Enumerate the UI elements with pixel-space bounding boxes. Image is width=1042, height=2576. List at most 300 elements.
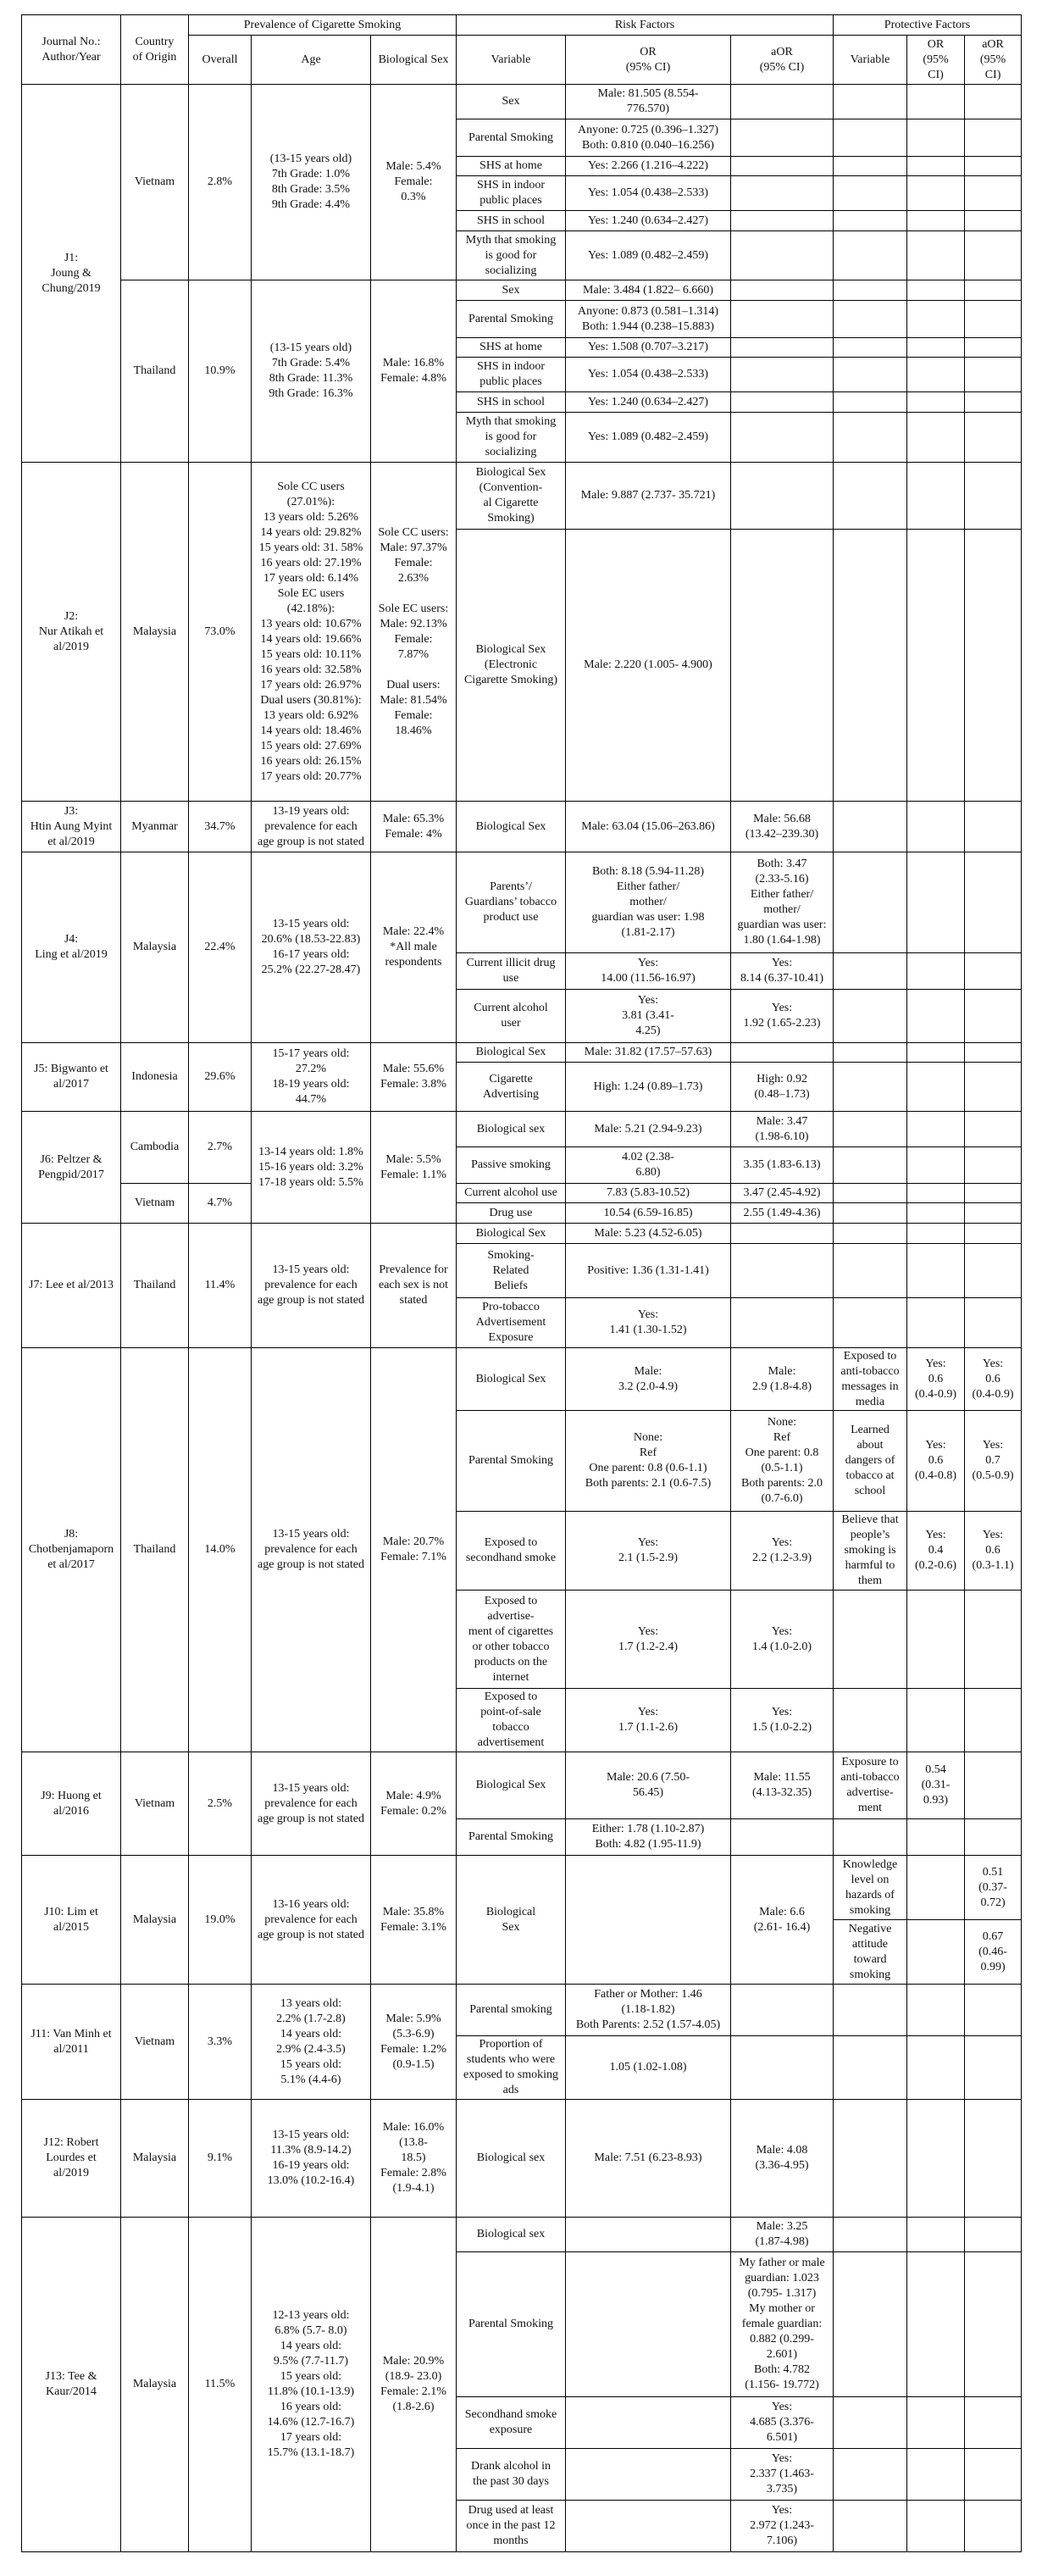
protective-or bbox=[907, 231, 965, 280]
risk-aor bbox=[731, 1856, 834, 1985]
prevalence-overall bbox=[189, 1184, 252, 1224]
risk-or bbox=[566, 802, 731, 852]
cell-line: SHS in indoor bbox=[476, 179, 546, 192]
header-line: CI) bbox=[984, 68, 1001, 81]
protective-aor bbox=[965, 1752, 1022, 1819]
cell-line: 0.6 bbox=[985, 1372, 1000, 1385]
risk-variable bbox=[457, 1819, 566, 1856]
cell-line: 0.54 bbox=[925, 1763, 946, 1776]
cell-line: Parental Smoking bbox=[468, 130, 553, 144]
protective-or bbox=[907, 1920, 965, 1985]
cell-line: Male: 3.484 (1.822– 6.660) bbox=[583, 283, 713, 297]
cell-line: Chung/2019 bbox=[42, 281, 101, 295]
line-group bbox=[373, 678, 454, 739]
table-row bbox=[22, 1985, 1022, 2036]
protective-or bbox=[907, 338, 965, 358]
cell-line: 13-14 years old: 1.8% bbox=[258, 1145, 363, 1158]
cell-line: Yes: 1.054 (0.438–2.533) bbox=[587, 368, 709, 380]
cell-line: Ref bbox=[639, 1446, 657, 1459]
risk-variable bbox=[457, 852, 566, 953]
risk-variable bbox=[457, 2449, 566, 2501]
protective-variable bbox=[834, 1752, 907, 1819]
protective-or bbox=[907, 1985, 965, 2036]
risk-variable bbox=[457, 1043, 566, 1063]
protective-or bbox=[907, 176, 965, 211]
cell-line: 2.63% bbox=[397, 571, 430, 585]
risk-aor bbox=[731, 2100, 834, 2218]
cell-line: 2.601) bbox=[766, 2348, 798, 2361]
protective-variable bbox=[834, 1147, 907, 1184]
cell-line: Current illicit drug bbox=[466, 957, 556, 969]
cell-line: students who were bbox=[466, 2053, 556, 2066]
risk-or bbox=[566, 1224, 731, 1244]
cell-line: 16-19 years old: bbox=[272, 2159, 350, 2172]
risk-aor bbox=[731, 211, 834, 231]
risk-or bbox=[566, 301, 731, 338]
cell-line: smoking bbox=[849, 1968, 891, 1981]
table-row bbox=[22, 1184, 1022, 1203]
cell-line: 1.7 (1.1-2.6) bbox=[618, 1721, 678, 1734]
journal-author-year bbox=[22, 1348, 121, 1752]
cell-line: al/2017 bbox=[53, 1078, 89, 1091]
risk-aor bbox=[731, 2397, 834, 2449]
cell-line: 7th Grade: 1.0% bbox=[271, 168, 351, 180]
risk-or bbox=[566, 1244, 731, 1298]
risk-aor bbox=[731, 358, 834, 392]
cell-line: Male: 5.21 (2.94-9.23) bbox=[594, 1122, 702, 1135]
cell-line: Parental Smoking bbox=[468, 312, 553, 325]
prevalence-overall bbox=[189, 1348, 252, 1752]
cell-line: Parental Smoking bbox=[468, 1454, 553, 1467]
table-row bbox=[22, 852, 1022, 953]
header-line: Variable bbox=[491, 53, 531, 66]
cell-line: Pro-tobacco bbox=[482, 1301, 540, 1313]
cell-line: Current alcohol bbox=[474, 1002, 548, 1014]
cell-line: Yes: bbox=[637, 1308, 659, 1321]
cell-line: ment bbox=[858, 1802, 883, 1814]
risk-or bbox=[566, 1819, 731, 1856]
protective-variable bbox=[834, 1920, 907, 1985]
cell-line: Drank alcohol in bbox=[470, 2460, 551, 2473]
cell-line: 0.6 bbox=[928, 1372, 944, 1385]
cell-line: 0.51 bbox=[982, 1865, 1004, 1879]
cell-line: J9: Huong et bbox=[41, 1789, 102, 1802]
protective-aor bbox=[965, 2397, 1022, 2449]
header-line: CI) bbox=[928, 68, 944, 81]
cell-line: Biological Sex bbox=[475, 819, 546, 833]
cell-line: Positive: 1.36 (1.31-1.41) bbox=[587, 1263, 709, 1277]
risk-aor bbox=[731, 2252, 834, 2397]
header-line: Biological Sex bbox=[378, 53, 449, 66]
risk-variable bbox=[457, 119, 566, 157]
cell-line: Malaysia bbox=[132, 625, 177, 638]
protective-aor bbox=[965, 1224, 1022, 1244]
cell-line: 1.92 (1.65-2.23) bbox=[743, 1017, 821, 1030]
cell-line: (13.42–239.30) bbox=[745, 827, 819, 841]
cell-line: is good for bbox=[485, 430, 537, 443]
cell-line: 11.5% bbox=[204, 2378, 236, 2390]
cell-line: Both: 4.782 bbox=[753, 2363, 811, 2376]
protective-or bbox=[907, 1244, 965, 1298]
header-line: of Origin bbox=[132, 50, 177, 64]
risk-aor bbox=[731, 1591, 834, 1689]
cell-line: school bbox=[854, 1485, 886, 1497]
protective-aor bbox=[965, 231, 1022, 280]
cell-line: Learned bbox=[851, 1424, 890, 1436]
cell-line: Female: 4.8% bbox=[380, 372, 446, 385]
risk-aor bbox=[731, 852, 834, 953]
protective-or bbox=[907, 1203, 965, 1224]
cell-line: 10.9% bbox=[204, 364, 236, 377]
cell-line: 13 years old: 5.26% bbox=[263, 510, 358, 524]
cell-line: (0.5-0.9) bbox=[972, 1469, 1014, 1482]
protective-aor bbox=[965, 1112, 1022, 1147]
risk-aor bbox=[731, 953, 834, 990]
cell-line: Yes: 1.054 (0.438–2.533) bbox=[587, 186, 709, 199]
prevalence-biological-sex bbox=[371, 1043, 457, 1112]
cell-line: internet bbox=[492, 1670, 529, 1684]
cell-line: 15 years old: bbox=[280, 2370, 342, 2383]
cell-line: 16 years old: 32.58% bbox=[260, 663, 362, 676]
cell-line: Malaysia bbox=[132, 2378, 177, 2390]
cell-line: Passive smoking bbox=[471, 1158, 551, 1171]
cell-line: 27.2% bbox=[295, 1063, 327, 1075]
cell-line: (0.5-1.1) bbox=[761, 1462, 803, 1474]
cell-line: 7.106) bbox=[766, 2534, 798, 2547]
risk-or bbox=[566, 1411, 731, 1512]
cell-line: Female: 2.8% bbox=[380, 2167, 446, 2179]
cell-line: the past 30 days bbox=[473, 2475, 549, 2488]
cell-line: exposed to smoking bbox=[463, 2068, 558, 2081]
risk-variable bbox=[457, 990, 566, 1043]
cell-line: Male: 5.5% bbox=[385, 1152, 441, 1166]
cell-line: 0.7 bbox=[985, 1454, 1000, 1467]
risk-aor bbox=[731, 802, 834, 852]
cell-line: female guardian: bbox=[741, 2318, 823, 2330]
cell-line: prevalence for each bbox=[264, 1279, 357, 1291]
header-risk-aor bbox=[731, 36, 834, 85]
risk-aor bbox=[731, 2036, 834, 2100]
risk-variable bbox=[457, 280, 566, 301]
protective-or bbox=[907, 2397, 965, 2449]
cell-line: (1.8-2.6) bbox=[392, 2401, 435, 2413]
cell-line: Male: 97.37% bbox=[380, 541, 447, 554]
cell-line: 22.4% bbox=[204, 941, 236, 953]
cell-line: Dual users (30.81%): bbox=[260, 693, 362, 707]
cell-line: 20.6% (18.53-22.83) bbox=[261, 933, 361, 946]
cell-line: Male: bbox=[768, 1364, 796, 1378]
journal-author-year bbox=[22, 1043, 121, 1112]
cell-line: public places bbox=[479, 194, 542, 207]
cell-line: Parental smoking bbox=[469, 2003, 552, 2016]
cell-line: Vietnam bbox=[134, 1196, 175, 1209]
cell-line: respondents bbox=[385, 956, 442, 969]
risk-aor bbox=[731, 1147, 834, 1184]
cell-line: anti-tobacco bbox=[840, 1771, 900, 1784]
cell-line: Myth that smoking bbox=[465, 415, 557, 428]
cell-line: 1.41 (1.30-1.52) bbox=[609, 1324, 687, 1336]
protective-or bbox=[907, 852, 965, 953]
cell-line: Both parents: 2.0 bbox=[740, 1477, 823, 1490]
risk-variable bbox=[457, 802, 566, 852]
risk-variable bbox=[457, 413, 566, 463]
cell-line: 4.685 (3.376- bbox=[750, 2416, 814, 2429]
prevalence-age bbox=[252, 1985, 371, 2100]
cell-line: Vietnam bbox=[134, 175, 175, 188]
cell-line: 56.45) bbox=[632, 1786, 664, 1799]
cell-line: Yes: bbox=[771, 1536, 793, 1549]
cell-line: Exposure bbox=[488, 1331, 534, 1344]
cell-line: Believe that bbox=[841, 1513, 899, 1526]
protective-variable bbox=[834, 802, 907, 852]
cell-line: 15 years old: 10.11% bbox=[260, 647, 362, 661]
cell-line: Male: bbox=[634, 1364, 662, 1378]
risk-variable bbox=[457, 1752, 566, 1819]
cell-line: ment of cigarettes bbox=[468, 1624, 554, 1638]
header-line: OR bbox=[927, 37, 945, 51]
cell-line: guardian was user: bbox=[737, 919, 827, 931]
risk-variable bbox=[457, 1411, 566, 1512]
protective-or bbox=[907, 953, 965, 990]
risk-variable bbox=[457, 463, 566, 530]
protective-variable bbox=[834, 1298, 907, 1348]
risk-aor bbox=[731, 392, 834, 413]
cell-line: 14 years old: bbox=[280, 2027, 342, 2040]
risk-or bbox=[566, 2100, 731, 2218]
cell-line: 17 years old: 26.97% bbox=[260, 678, 362, 691]
cell-line: 14 years old: 18.46% bbox=[260, 724, 362, 737]
prevalence-biological-sex bbox=[371, 1985, 457, 2100]
cell-line: 17 years old: 6.14% bbox=[263, 571, 358, 585]
cell-line: 3.47 (2.45-4.92) bbox=[743, 1186, 821, 1199]
cell-line: Biological bbox=[485, 1905, 536, 1918]
header-country-of-origin bbox=[121, 15, 189, 85]
cell-line: J2: bbox=[64, 609, 79, 623]
cell-line: 776.570) bbox=[626, 103, 670, 115]
cell-line: Malaysia bbox=[132, 2151, 177, 2164]
protective-aor bbox=[965, 2218, 1022, 2252]
cell-line: 13-15 years old: bbox=[272, 2129, 350, 2141]
cell-line: 0.882 (0.299- bbox=[750, 2333, 814, 2346]
protective-or bbox=[907, 280, 965, 301]
cell-line: Female: bbox=[394, 708, 433, 722]
cell-line: 15 years old: 27.69% bbox=[260, 739, 362, 752]
cell-line: 0.99) bbox=[980, 1960, 1006, 1974]
risk-variable bbox=[457, 1512, 566, 1591]
cell-line: secondhand smoke bbox=[465, 1552, 557, 1564]
cell-line: al/2016 bbox=[53, 1804, 89, 1818]
table-row bbox=[22, 2100, 1022, 2218]
cell-line: 15 years old: bbox=[280, 2057, 342, 2071]
risk-aor bbox=[731, 176, 834, 211]
prevalence-biological-sex bbox=[371, 1752, 457, 1856]
cell-line: Exposed to bbox=[484, 1690, 538, 1703]
protective-aor bbox=[965, 1985, 1022, 2036]
risk-aor bbox=[731, 1063, 834, 1112]
header-risk-variable bbox=[457, 36, 566, 85]
cell-line: Male: 20.6 (7.50- bbox=[607, 1771, 690, 1784]
cell-line: 17 years old: bbox=[280, 2431, 342, 2444]
cell-line: Female: bbox=[394, 556, 433, 569]
risk-or bbox=[566, 1591, 731, 1689]
cell-line: Joung & bbox=[51, 266, 91, 280]
cell-line: Male: 35.8% bbox=[382, 1905, 445, 1918]
header-line: aOR bbox=[982, 37, 1004, 51]
header-line: (95% CI) bbox=[625, 60, 671, 74]
risk-aor bbox=[731, 990, 834, 1043]
cell-line: 44.7% bbox=[295, 1093, 327, 1106]
cell-line: 12-13 years old: bbox=[272, 2309, 350, 2322]
table-row bbox=[22, 1043, 1022, 1063]
header-journal-author-year bbox=[22, 15, 121, 85]
cell-line: Exposed to bbox=[484, 1594, 538, 1607]
prevalence-age bbox=[252, 852, 371, 1043]
cell-line: (5.3-6.9) bbox=[392, 2027, 435, 2040]
cell-line: Female: 1.1% bbox=[380, 1168, 446, 1181]
risk-variable bbox=[457, 1203, 566, 1224]
table-row bbox=[22, 463, 1022, 530]
country-of-origin bbox=[121, 1043, 189, 1112]
header-line: (95% bbox=[979, 53, 1006, 66]
protective-or bbox=[907, 1063, 965, 1112]
cell-line: Father or Mother: 1.46 bbox=[594, 1988, 702, 2001]
cell-line: age group is not stated bbox=[258, 1558, 364, 1571]
cell-line: 18.46% bbox=[395, 724, 432, 737]
risk-aor bbox=[731, 119, 834, 157]
cell-line: media bbox=[855, 1395, 885, 1408]
protective-aor bbox=[965, 530, 1022, 802]
prevalence-overall bbox=[189, 852, 252, 1043]
protective-or bbox=[907, 1411, 965, 1512]
protective-or bbox=[907, 301, 965, 338]
cell-line: 14.00 (11.56-16.97) bbox=[601, 972, 696, 985]
cell-line: them bbox=[858, 1574, 883, 1587]
cell-line: Both: 1.944 (0.238–15.883) bbox=[582, 319, 714, 333]
cell-line: 10.54 (6.59-16.85) bbox=[603, 1206, 693, 1219]
risk-or bbox=[566, 1184, 731, 1203]
cell-line: 9.5% (7.7-11.7) bbox=[273, 2355, 349, 2368]
protective-variable bbox=[834, 1112, 907, 1147]
cell-line: Male: 11.55 bbox=[753, 1771, 811, 1784]
cell-line: 1.05 (1.02-1.08) bbox=[609, 2061, 687, 2074]
journal-author-year bbox=[22, 1224, 121, 1348]
prevalence-overall bbox=[189, 1985, 252, 2100]
cell-line: Female: 7.1% bbox=[380, 1551, 446, 1563]
protective-aor bbox=[965, 2036, 1022, 2100]
prevalence-overall bbox=[189, 85, 252, 280]
cell-line: 4.02 (2.38- bbox=[622, 1151, 674, 1163]
protective-variable bbox=[834, 176, 907, 211]
cell-line: Male: 22.4% bbox=[382, 925, 445, 938]
protective-or bbox=[907, 1043, 965, 1063]
journal-author-year bbox=[22, 802, 121, 852]
header-line: Overall bbox=[202, 53, 238, 66]
journal-author-year bbox=[22, 1985, 121, 2100]
risk-aor bbox=[731, 1224, 834, 1244]
cell-line: tobacco bbox=[492, 1721, 529, 1734]
protective-aor bbox=[965, 176, 1022, 211]
cell-line: Male: 65.3% bbox=[382, 812, 445, 825]
risk-aor bbox=[731, 2218, 834, 2252]
cell-line: Both: 4.82 (1.95-11.9) bbox=[595, 1838, 701, 1851]
risk-or bbox=[566, 1689, 731, 1752]
cell-line: 14.6% (12.7-16.7) bbox=[267, 2416, 355, 2429]
cell-line: al/2015 bbox=[53, 1920, 89, 1934]
table-row bbox=[22, 1856, 1022, 1920]
cell-line: Male: 55.6% bbox=[382, 1063, 445, 1075]
risk-variable bbox=[457, 211, 566, 231]
cell-line: Advertisement bbox=[475, 1316, 546, 1329]
protective-variable bbox=[834, 413, 907, 463]
risk-aor bbox=[731, 280, 834, 301]
cell-line: 11.3% (8.9-14.2) bbox=[270, 2144, 352, 2157]
protective-variable bbox=[834, 85, 907, 119]
protective-or bbox=[907, 802, 965, 852]
cell-line: Both: 3.47 bbox=[757, 858, 807, 870]
protective-or bbox=[907, 1689, 965, 1752]
cell-line: 7.83 (5.83-10.52) bbox=[607, 1186, 690, 1199]
literature-review-table bbox=[21, 14, 1022, 2552]
cell-line: advertise- bbox=[846, 1786, 894, 1799]
cell-line: SHS in school bbox=[476, 395, 546, 408]
cell-line: 13 years old: 10.67% bbox=[260, 617, 362, 630]
protective-variable bbox=[834, 157, 907, 176]
cell-line: 34.7% bbox=[204, 819, 236, 833]
protective-or bbox=[907, 85, 965, 119]
prevalence-biological-sex bbox=[371, 463, 457, 802]
cell-line: 2.2 (1.2-3.9) bbox=[752, 1552, 812, 1564]
cell-line: months bbox=[493, 2534, 529, 2547]
country-of-origin bbox=[121, 463, 189, 802]
cell-line: (0.2-0.6) bbox=[915, 1559, 957, 1572]
cell-line: Yes: bbox=[771, 2401, 793, 2413]
protective-variable bbox=[834, 338, 907, 358]
cell-line: 17 years old: 20.77% bbox=[260, 769, 362, 783]
protective-or bbox=[907, 1752, 965, 1819]
cell-line: Female: 0.2% bbox=[380, 1804, 446, 1818]
cell-line: My father or male bbox=[739, 2257, 825, 2269]
protective-or bbox=[907, 1348, 965, 1411]
risk-aor bbox=[731, 1043, 834, 1063]
cell-line: Thailand bbox=[133, 364, 176, 377]
prevalence-biological-sex bbox=[371, 1348, 457, 1752]
cell-line: Lourdes et bbox=[46, 2151, 97, 2164]
journal-author-year bbox=[22, 1856, 121, 1985]
cell-line: 15.7% (13.1-18.7) bbox=[267, 2446, 355, 2459]
cell-line: Male: 3.25 bbox=[756, 2220, 808, 2233]
cell-line: Smoking- bbox=[487, 1248, 535, 1262]
cell-line: Advertising bbox=[482, 1087, 540, 1101]
cell-line: 3.35 (1.83-6.13) bbox=[743, 1158, 821, 1171]
protective-variable bbox=[834, 990, 907, 1043]
cell-line: (0.31- bbox=[921, 1779, 951, 1791]
protective-variable bbox=[834, 530, 907, 802]
cell-line: (1.156- 19.772) bbox=[745, 2379, 819, 2391]
protective-or bbox=[907, 413, 965, 463]
prevalence-age bbox=[252, 85, 371, 280]
cell-line: 11.8% (10.1-13.9) bbox=[267, 2385, 355, 2398]
cell-line: (0.9-1.5) bbox=[392, 2057, 435, 2071]
protective-or bbox=[907, 1184, 965, 1203]
prevalence-biological-sex bbox=[371, 1224, 457, 1348]
protective-or bbox=[907, 2252, 965, 2397]
country-of-origin bbox=[121, 1985, 189, 2100]
cell-line: each sex is not bbox=[378, 1279, 449, 1291]
cell-line: Both Parents: 2.52 (1.57-4.05) bbox=[575, 2018, 721, 2031]
cell-line: My mother or bbox=[749, 2302, 815, 2315]
protective-aor bbox=[965, 1591, 1022, 1689]
cell-line: Malaysia bbox=[132, 941, 177, 953]
